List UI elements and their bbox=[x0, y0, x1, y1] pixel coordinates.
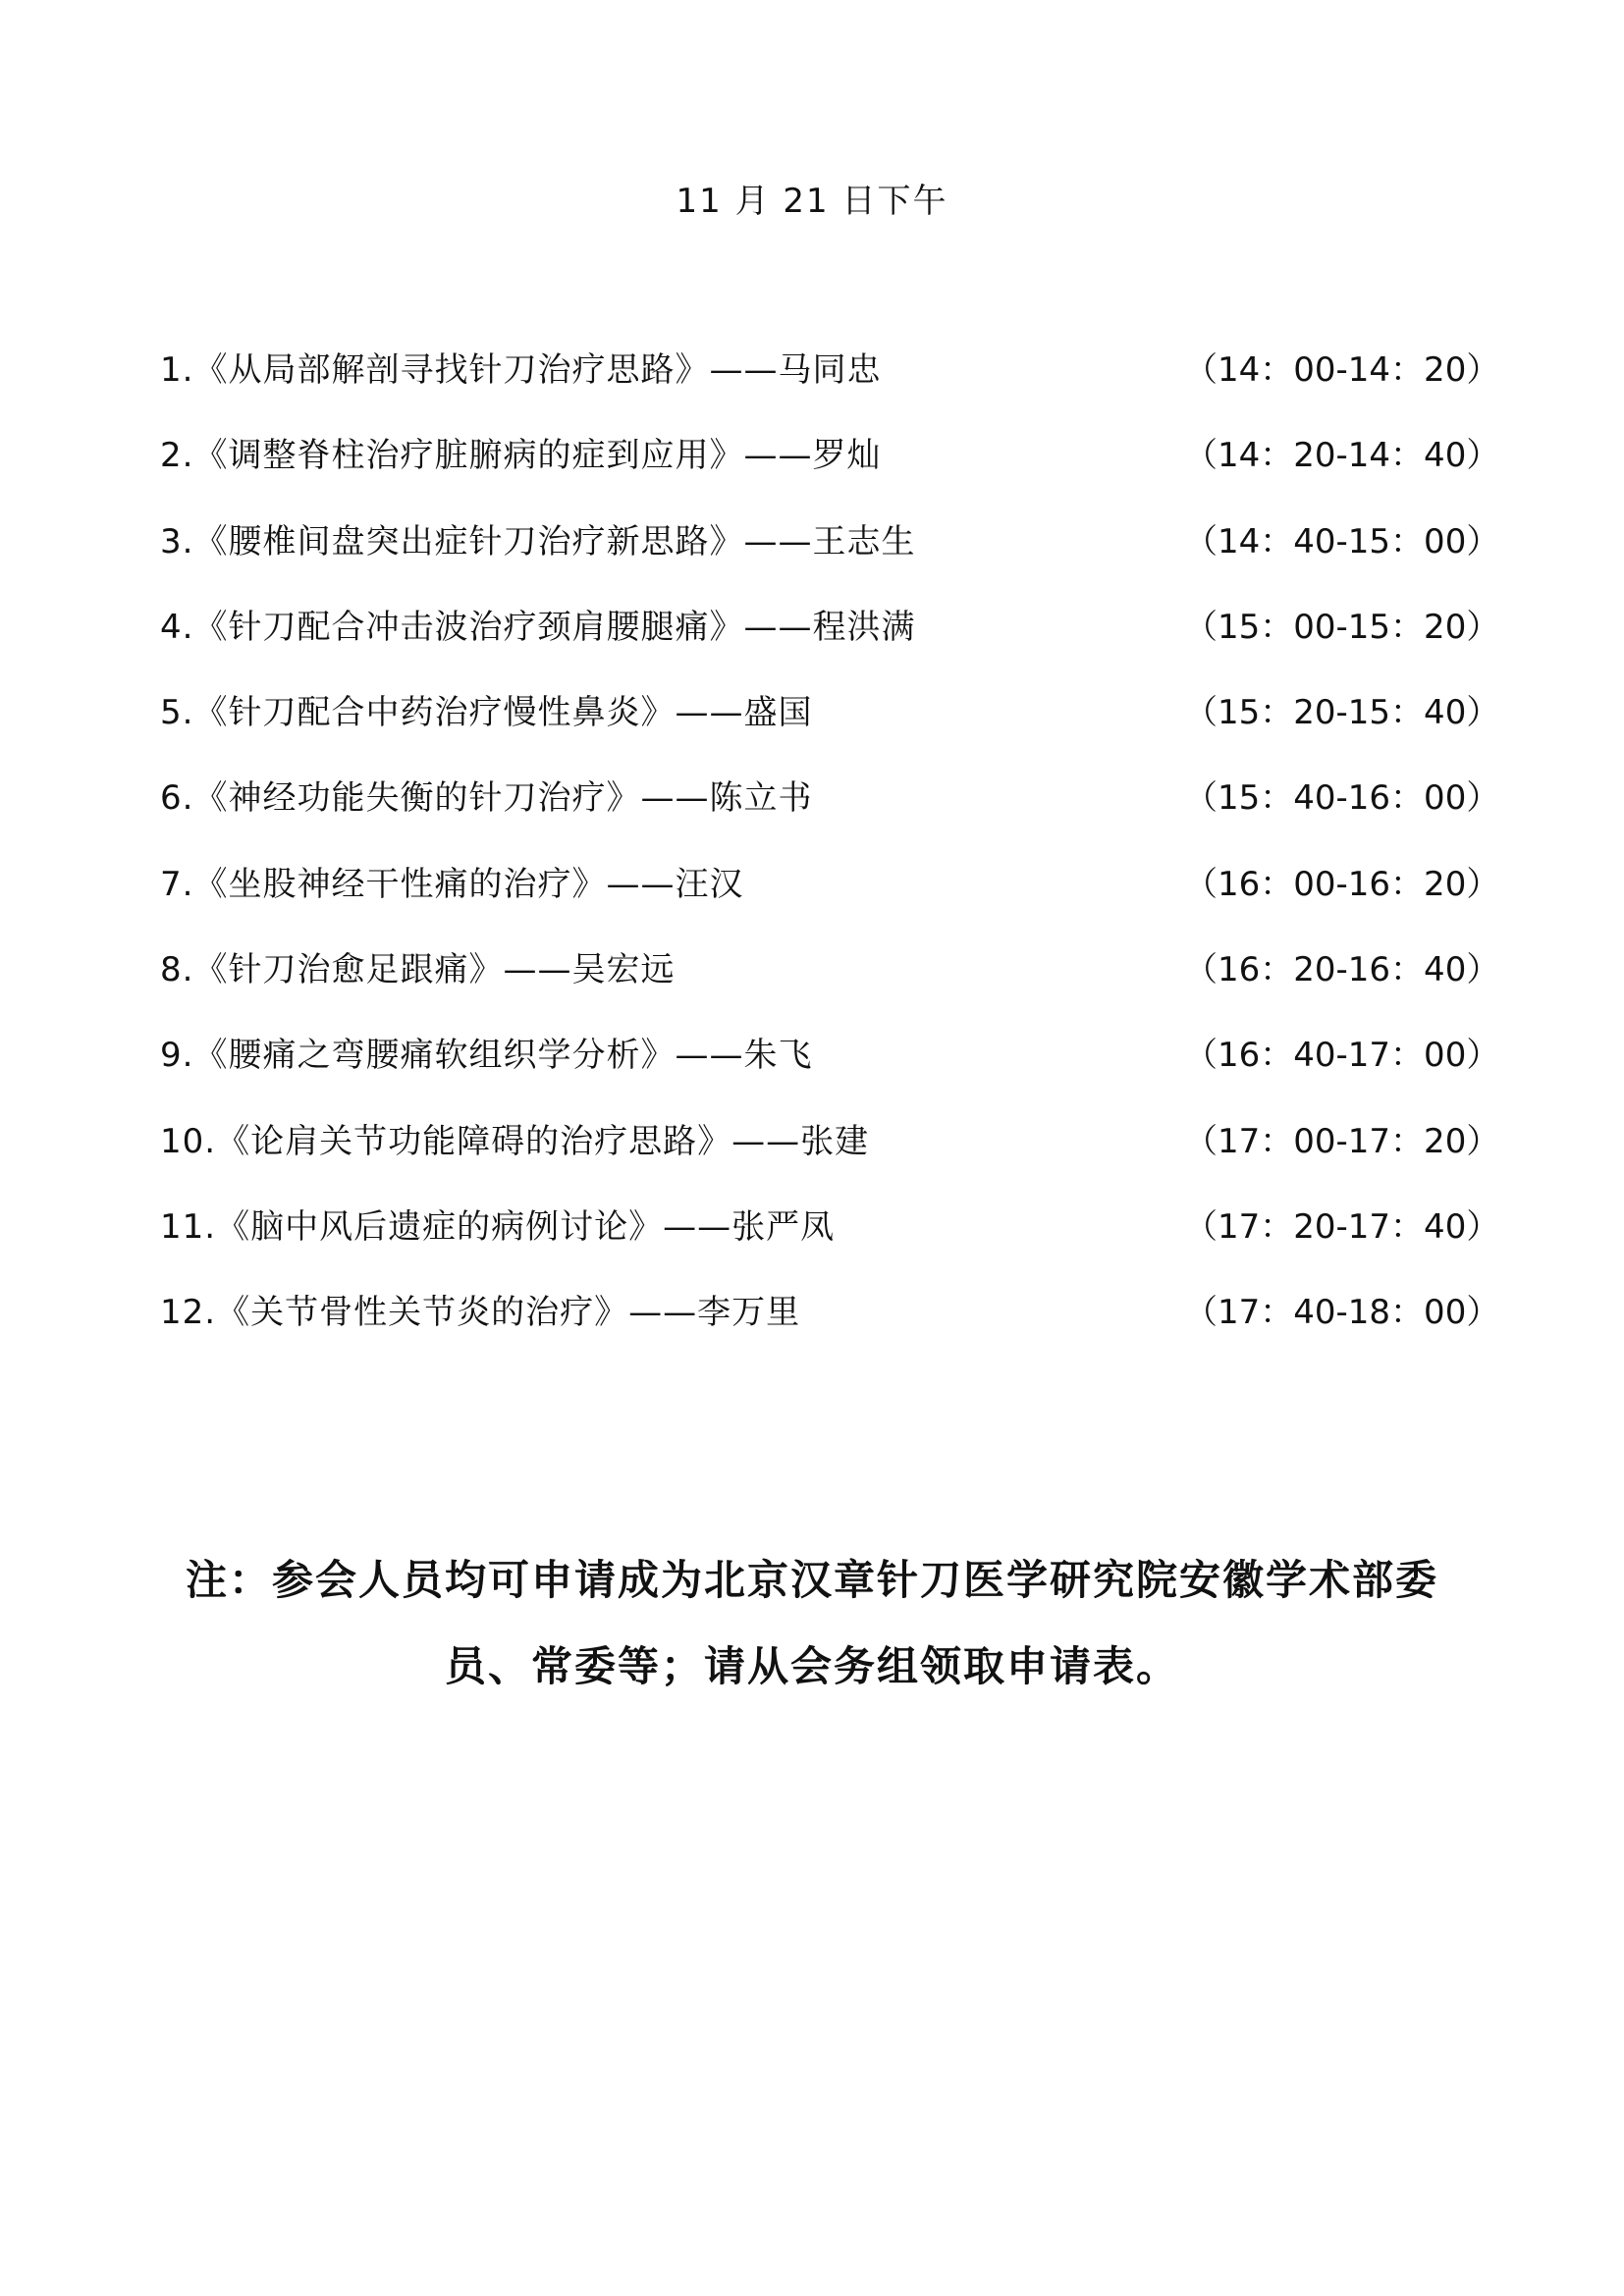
schedule-item-topic: 11.《脑中风后遗症的病例讨论》——张严凤 bbox=[160, 1206, 836, 1247]
schedule-item bbox=[160, 344, 1500, 429]
schedule-item bbox=[160, 429, 1500, 514]
schedule-item bbox=[160, 601, 1500, 686]
schedule-item bbox=[160, 1029, 1500, 1114]
schedule-item-time: （15：40-16：00） bbox=[1184, 778, 1500, 819]
schedule-item-topic: 2.《调整脊柱治疗脏腑病的症到应用》——罗灿 bbox=[160, 436, 882, 476]
schedule-item bbox=[160, 943, 1500, 1029]
schedule-item-topic: 1.《从局部解剖寻找针刀治疗思路》——马同忠 bbox=[160, 350, 882, 390]
schedule-item-time: （17：40-18：00） bbox=[1184, 1293, 1500, 1333]
schedule-item-topic: 3.《腰椎间盘突出症针刀治疗新思路》——王志生 bbox=[160, 521, 916, 561]
application-note bbox=[0, 1537, 1624, 1710]
schedule-item-time: （14：20-14：40） bbox=[1184, 436, 1500, 476]
note-line-2: 员、常委等；请从会务组领取申请表。 bbox=[444, 1642, 1179, 1690]
schedule-item-time: （17：00-17：20） bbox=[1184, 1121, 1500, 1161]
schedule-item bbox=[160, 1286, 1500, 1371]
schedule-item-topic: 4.《针刀配合冲击波治疗颈肩腰腿痛》——程洪满 bbox=[160, 607, 916, 647]
schedule-item-time: （16：00-16：20） bbox=[1184, 864, 1500, 904]
schedule-item bbox=[160, 772, 1500, 857]
schedule-item-topic: 12.《关节骨性关节炎的治疗》——李万里 bbox=[160, 1293, 801, 1333]
note-line-1: 注：参会人员均可申请成为北京汉章针刀医学研究院安徽学术部委 bbox=[185, 1556, 1438, 1604]
schedule-item-time: （15：20-15：40） bbox=[1184, 693, 1500, 733]
schedule-item-topic: 6.《神经功能失衡的针刀治疗》——陈立书 bbox=[160, 778, 813, 819]
schedule-item-time: （16：20-16：40） bbox=[1184, 950, 1500, 990]
schedule-item bbox=[160, 1115, 1500, 1201]
schedule-item-time: （16：40-17：00） bbox=[1184, 1036, 1500, 1076]
schedule-item bbox=[160, 858, 1500, 943]
schedule-item bbox=[160, 515, 1500, 601]
schedule-list bbox=[160, 344, 1500, 1372]
schedule-item bbox=[160, 1201, 1500, 1286]
schedule-item-topic: 7.《坐股神经干性痛的治疗》——汪汉 bbox=[160, 864, 744, 904]
schedule-item bbox=[160, 686, 1500, 772]
schedule-item-time: （14：00-14：20） bbox=[1184, 350, 1500, 390]
schedule-item-time: （14：40-15：00） bbox=[1184, 521, 1500, 561]
schedule-item-topic: 8.《针刀治愈足跟痛》——吴宏远 bbox=[160, 950, 676, 990]
schedule-item-topic: 5.《针刀配合中药治疗慢性鼻炎》——盛国 bbox=[160, 693, 813, 733]
schedule-item-time: （15：00-15：20） bbox=[1184, 607, 1500, 647]
schedule-item-time: （17：20-17：40） bbox=[1184, 1206, 1500, 1247]
page-heading: 11 月 21 日下午 bbox=[676, 182, 948, 221]
schedule-item-topic: 10.《论肩关节功能障碍的治疗思路》——张建 bbox=[160, 1121, 870, 1161]
schedule-item-topic: 9.《腰痛之弯腰痛软组织学分析》——朱飞 bbox=[160, 1036, 813, 1076]
